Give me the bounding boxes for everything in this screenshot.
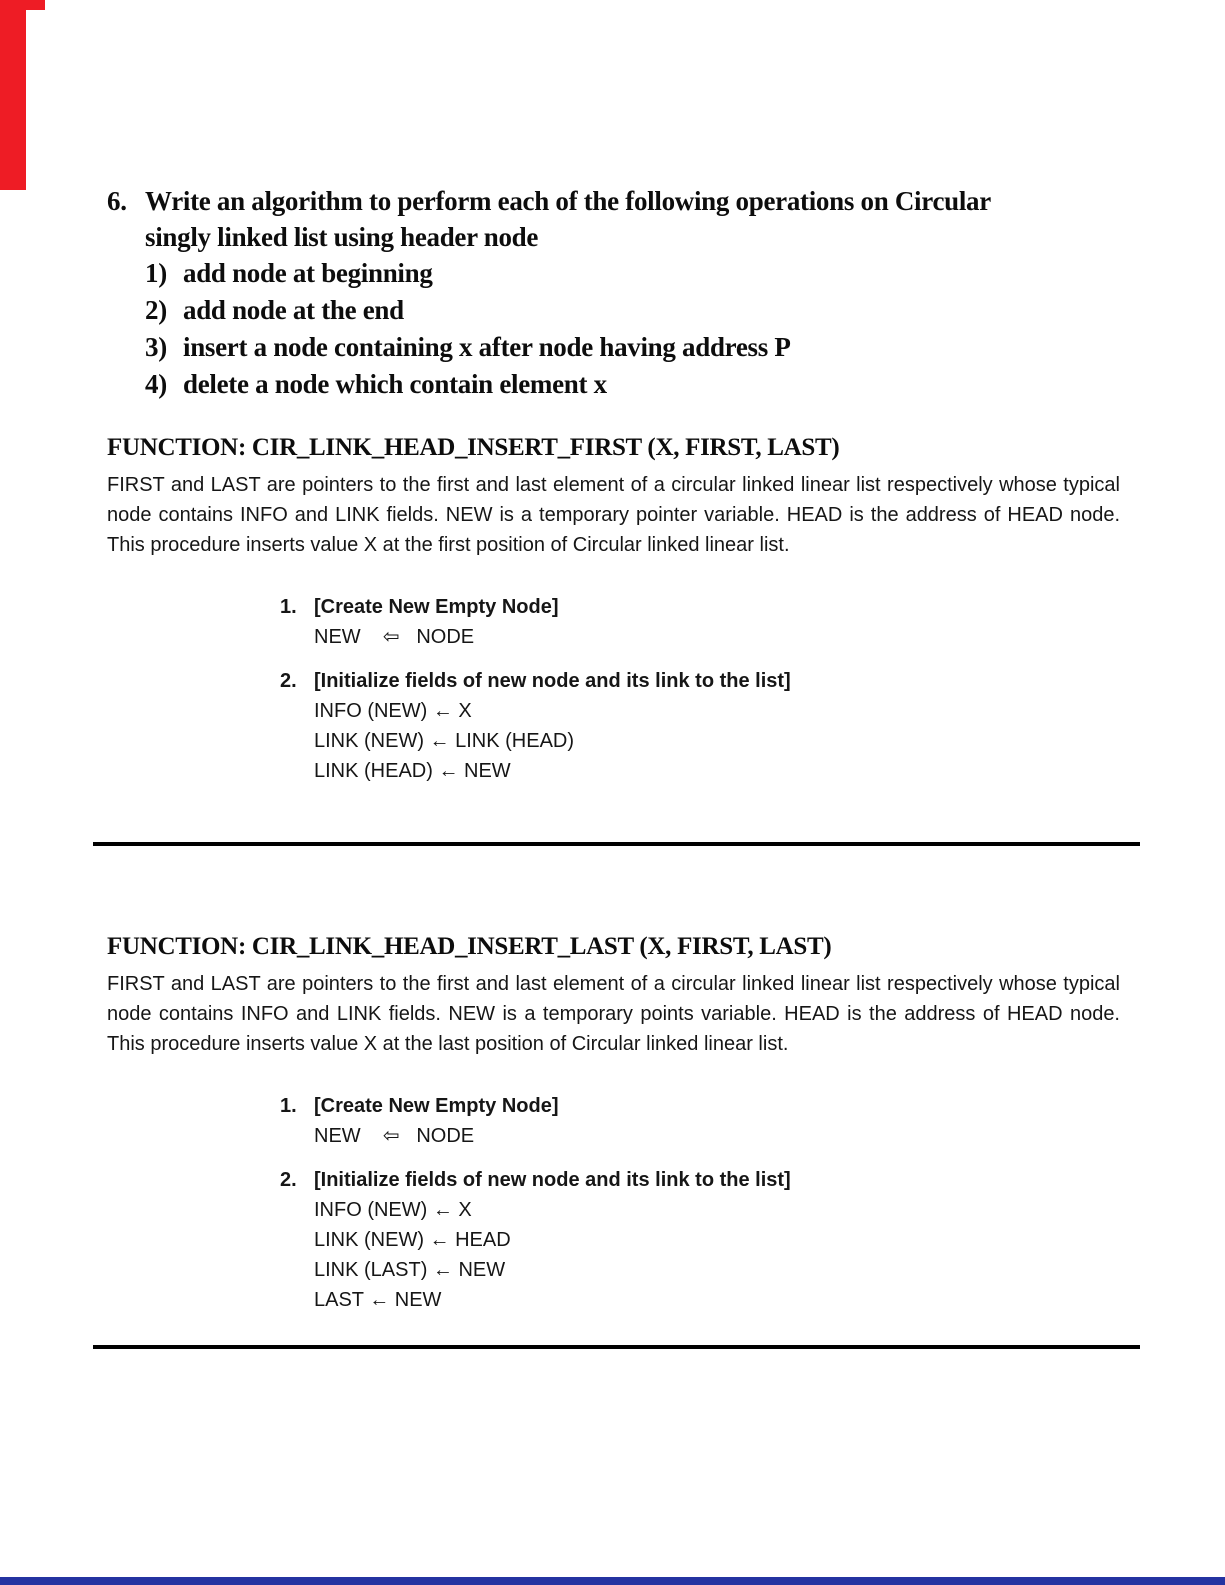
step-label: [Create New Empty Node] [314, 596, 559, 618]
step-code-line: LINK (LAST) ← NEW [314, 1259, 506, 1281]
step-number: 2. [280, 1169, 297, 1191]
algorithm-step [280, 592, 1120, 652]
question-subitem [145, 292, 1120, 329]
subitem-text: add node at beginning [183, 258, 433, 288]
question-number: 6. [107, 186, 127, 216]
bottom-blue-bar [0, 1577, 1225, 1585]
function-description: FIRST and LAST are pointers to the first and last element of a circular linked linear list respectively whose typical node contains INFO and LINK fields. NEW is a temporary points variable. HEAD is the address of HEAD node. This procedure inserts value X at the last position of Circular linked linear list. [107, 973, 1120, 1055]
algorithm-step [280, 1091, 1120, 1151]
algorithm-steps [280, 592, 1120, 786]
subitem-marker: 1) [145, 258, 167, 288]
step-code-line: LAST ← NEW [314, 1289, 442, 1311]
algorithm-step [280, 666, 1120, 786]
subitem-marker: 3) [145, 332, 167, 362]
function-section-insert-last [107, 930, 1120, 1315]
algorithm-steps [280, 1091, 1120, 1315]
subitem-marker: 4) [145, 369, 167, 399]
function-description: FIRST and LAST are pointers to the first and last element of a circular linked linear list respectively whose typical node contains INFO and LINK fields. NEW is a temporary pointer variable. HEAD is the address of HEAD node. This procedure inserts value X at the first position of Circular linked linear list. [107, 474, 1120, 556]
step-body [314, 666, 791, 786]
question-heading [107, 0, 1120, 255]
step-code-line: NEW ⇦ NODE [314, 1125, 475, 1147]
step-number: 2. [280, 670, 297, 692]
question-subitem [145, 329, 1120, 366]
question-subitem [145, 366, 1120, 403]
subitem-marker: 2) [145, 295, 167, 325]
step-number: 1. [280, 596, 297, 618]
step-code-line: NEW ⇦ NODE [314, 626, 475, 648]
step-body [314, 1091, 559, 1151]
function-section-insert-first [107, 431, 1120, 786]
algorithm-step [280, 1165, 1120, 1315]
section-divider [93, 1345, 1140, 1349]
step-label: [Initialize fields of new node and its link to the list] [314, 670, 791, 692]
subitem-text: delete a node which contain element x [183, 369, 607, 399]
step-label: [Create New Empty Node] [314, 1095, 559, 1117]
question-heading-text [145, 183, 991, 255]
step-label: [Initialize fields of new node and its link to the list] [314, 1169, 791, 1191]
step-body [314, 1165, 791, 1315]
question-subitem [145, 255, 1120, 292]
subitem-text: add node at the end [183, 295, 404, 325]
question-subitem-list [145, 255, 1120, 403]
red-margin-mark-horizontal [0, 0, 45, 10]
page-content [107, 0, 1120, 1349]
function-title: FUNCTION: CIR_LINK_HEAD_INSERT_LAST (X, FIRST, LAST) [107, 933, 832, 960]
step-code-line: LINK (HEAD) ← NEW [314, 760, 511, 782]
red-margin-mark-vertical [0, 0, 26, 190]
question-heading-line: singly linked list using header node [145, 222, 539, 252]
step-code-line: LINK (NEW) ← LINK (HEAD) [314, 730, 575, 752]
step-code-line: LINK (NEW) ← HEAD [314, 1229, 511, 1251]
step-code-line: INFO (NEW) ← X [314, 700, 472, 722]
step-body [314, 592, 559, 652]
step-code-line: INFO (NEW) ← X [314, 1199, 472, 1221]
question-heading-line: Write an algorithm to perform each of the following operations on Circular [145, 186, 991, 216]
subitem-text: insert a node containing x after node having address P [183, 332, 791, 362]
step-number: 1. [280, 1095, 297, 1117]
section-divider [93, 842, 1140, 846]
function-title: FUNCTION: CIR_LINK_HEAD_INSERT_FIRST (X, FIRST, LAST) [107, 434, 840, 461]
